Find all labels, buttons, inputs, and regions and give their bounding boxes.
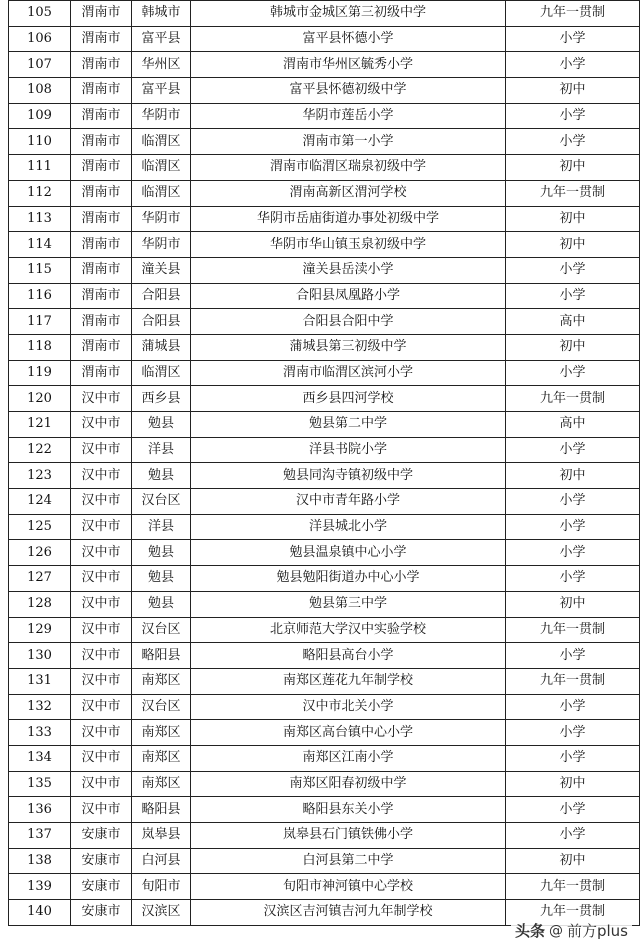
school-type-cell: 初中 (506, 334, 640, 360)
school-name-cell: 韩城市金城区第三初级中学 (191, 1, 506, 27)
school-type-cell: 小学 (506, 26, 640, 52)
city-cell: 渭南市 (71, 129, 132, 155)
district-cell: 南郑区 (132, 745, 191, 771)
district-cell: 南郑区 (132, 771, 191, 797)
school-name-cell: 富平县怀德初级中学 (191, 78, 506, 104)
district-cell: 合阳县 (132, 283, 191, 309)
school-type-cell: 九年一贯制 (506, 668, 640, 694)
row-number-cell: 119 (9, 360, 71, 386)
school-type-cell: 小学 (506, 694, 640, 720)
school-name-cell: 勉县同沟寺镇初级中学 (191, 463, 506, 489)
row-number-cell: 122 (9, 437, 71, 463)
table-row (9, 720, 640, 746)
district-cell: 汉滨区 (132, 900, 191, 926)
district-cell: 临渭区 (132, 155, 191, 181)
school-name-cell: 华阴市华山镇玉泉初级中学 (191, 232, 506, 258)
district-cell: 洋县 (132, 437, 191, 463)
district-cell: 蒲城县 (132, 334, 191, 360)
school-type-cell: 初中 (506, 848, 640, 874)
school-name-cell: 渭南高新区渭河学校 (191, 180, 506, 206)
school-name-cell: 合阳县凤凰路小学 (191, 283, 506, 309)
row-number-cell: 127 (9, 566, 71, 592)
school-name-cell: 汉中市北关小学 (191, 694, 506, 720)
row-number-cell: 137 (9, 823, 71, 849)
district-cell: 临渭区 (132, 129, 191, 155)
district-cell: 华阴市 (132, 232, 191, 258)
school-name-cell: 勉县第三中学 (191, 591, 506, 617)
school-type-cell: 九年一贯制 (506, 386, 640, 412)
row-number-cell: 126 (9, 540, 71, 566)
row-number-cell: 121 (9, 412, 71, 438)
row-number-cell: 106 (9, 26, 71, 52)
city-cell: 安康市 (71, 823, 132, 849)
school-name-cell: 富平县怀德小学 (191, 26, 506, 52)
district-cell: 华阴市 (132, 103, 191, 129)
school-name-cell: 渭南市临渭区瑞泉初级中学 (191, 155, 506, 181)
school-name-cell: 略阳县东关小学 (191, 797, 506, 823)
district-cell: 韩城市 (132, 1, 191, 27)
row-number-cell: 113 (9, 206, 71, 232)
row-number-cell: 130 (9, 643, 71, 669)
table-row (9, 206, 640, 232)
school-type-cell: 初中 (506, 232, 640, 258)
city-cell: 汉中市 (71, 720, 132, 746)
district-cell: 旬阳市 (132, 874, 191, 900)
city-cell: 汉中市 (71, 514, 132, 540)
table-row (9, 180, 640, 206)
school-type-cell: 九年一贯制 (506, 874, 640, 900)
table-row (9, 797, 640, 823)
school-list-body (9, 1, 640, 926)
school-type-cell: 小学 (506, 540, 640, 566)
table-row (9, 694, 640, 720)
city-cell: 汉中市 (71, 771, 132, 797)
school-type-cell: 小学 (506, 745, 640, 771)
school-name-cell: 蒲城县第三初级中学 (191, 334, 506, 360)
school-type-cell: 小学 (506, 720, 640, 746)
city-cell: 安康市 (71, 874, 132, 900)
district-cell: 富平县 (132, 78, 191, 104)
table-row (9, 668, 640, 694)
district-cell: 汉台区 (132, 617, 191, 643)
school-name-cell: 南郑区莲花九年制学校 (191, 668, 506, 694)
row-number-cell: 139 (9, 874, 71, 900)
district-cell: 华州区 (132, 52, 191, 78)
school-type-cell: 小学 (506, 257, 640, 283)
city-cell: 汉中市 (71, 617, 132, 643)
table-row (9, 360, 640, 386)
table-row (9, 745, 640, 771)
table-row (9, 643, 640, 669)
row-number-cell: 114 (9, 232, 71, 258)
district-cell: 临渭区 (132, 360, 191, 386)
district-cell: 略阳县 (132, 797, 191, 823)
row-number-cell: 132 (9, 694, 71, 720)
district-cell: 勉县 (132, 412, 191, 438)
row-number-cell: 109 (9, 103, 71, 129)
school-type-cell: 初中 (506, 155, 640, 181)
city-cell: 汉中市 (71, 489, 132, 515)
table-row (9, 463, 640, 489)
table-row (9, 617, 640, 643)
school-name-cell: 勉县第二中学 (191, 412, 506, 438)
table-row (9, 566, 640, 592)
table-row (9, 257, 640, 283)
city-cell: 汉中市 (71, 668, 132, 694)
watermark-platform: 头条 (514, 922, 545, 940)
school-name-cell: 北京师范大学汉中实验学校 (191, 617, 506, 643)
school-name-cell: 勉县温泉镇中心小学 (191, 540, 506, 566)
row-number-cell: 133 (9, 720, 71, 746)
school-name-cell: 洋县书院小学 (191, 437, 506, 463)
row-number-cell: 115 (9, 257, 71, 283)
row-number-cell: 136 (9, 797, 71, 823)
district-cell: 西乡县 (132, 386, 191, 412)
city-cell: 汉中市 (71, 540, 132, 566)
school-type-cell: 小学 (506, 823, 640, 849)
district-cell: 勉县 (132, 463, 191, 489)
row-number-cell: 131 (9, 668, 71, 694)
school-name-cell: 汉滨区吉河镇吉河九年制学校 (191, 900, 506, 926)
school-type-cell: 九年一贯制 (506, 617, 640, 643)
table-row (9, 823, 640, 849)
school-type-cell: 小学 (506, 566, 640, 592)
city-cell: 渭南市 (71, 232, 132, 258)
district-cell: 略阳县 (132, 643, 191, 669)
district-cell: 洋县 (132, 514, 191, 540)
school-name-cell: 华阴市莲岳小学 (191, 103, 506, 129)
school-name-cell: 旬阳市神河镇中心学校 (191, 874, 506, 900)
row-number-cell: 129 (9, 617, 71, 643)
school-name-cell: 白河县第二中学 (191, 848, 506, 874)
table-row (9, 540, 640, 566)
district-cell: 南郑区 (132, 720, 191, 746)
school-list-table (8, 0, 640, 926)
table-row (9, 129, 640, 155)
city-cell: 汉中市 (71, 797, 132, 823)
district-cell: 临渭区 (132, 180, 191, 206)
school-type-cell: 小学 (506, 797, 640, 823)
row-number-cell: 112 (9, 180, 71, 206)
school-name-cell: 渭南市第一小学 (191, 129, 506, 155)
city-cell: 汉中市 (71, 745, 132, 771)
school-name-cell: 南郑区江南小学 (191, 745, 506, 771)
district-cell: 合阳县 (132, 309, 191, 335)
table-row (9, 283, 640, 309)
row-number-cell: 108 (9, 78, 71, 104)
row-number-cell: 123 (9, 463, 71, 489)
table-row (9, 386, 640, 412)
table-row (9, 334, 640, 360)
city-cell: 安康市 (71, 848, 132, 874)
table-row (9, 1, 640, 27)
city-cell: 汉中市 (71, 643, 132, 669)
district-cell: 汉台区 (132, 694, 191, 720)
city-cell: 安康市 (71, 900, 132, 926)
district-cell: 华阴市 (132, 206, 191, 232)
school-name-cell: 华阴市岳庙街道办事处初级中学 (191, 206, 506, 232)
school-name-cell: 岚皋县石门镇铁佛小学 (191, 823, 506, 849)
city-cell: 汉中市 (71, 412, 132, 438)
school-type-cell: 初中 (506, 463, 640, 489)
table-row (9, 874, 640, 900)
school-name-cell: 渭南市临渭区滨河小学 (191, 360, 506, 386)
city-cell: 渭南市 (71, 155, 132, 181)
row-number-cell: 138 (9, 848, 71, 874)
row-number-cell: 120 (9, 386, 71, 412)
city-cell: 汉中市 (71, 386, 132, 412)
school-type-cell: 高中 (506, 412, 640, 438)
table-row (9, 52, 640, 78)
table-row (9, 309, 640, 335)
table-row (9, 437, 640, 463)
district-cell: 富平县 (132, 26, 191, 52)
table-row (9, 514, 640, 540)
table-row (9, 103, 640, 129)
city-cell: 汉中市 (71, 463, 132, 489)
table-row (9, 26, 640, 52)
table-row (9, 232, 640, 258)
school-name-cell: 勉县勉阳街道办中心小学 (191, 566, 506, 592)
row-number-cell: 140 (9, 900, 71, 926)
watermark (511, 919, 632, 942)
row-number-cell: 107 (9, 52, 71, 78)
city-cell: 渭南市 (71, 1, 132, 27)
school-type-cell: 小学 (506, 52, 640, 78)
row-number-cell: 124 (9, 489, 71, 515)
city-cell: 汉中市 (71, 694, 132, 720)
row-number-cell: 135 (9, 771, 71, 797)
school-type-cell: 小学 (506, 103, 640, 129)
district-cell: 汉台区 (132, 489, 191, 515)
watermark-at: @ (548, 922, 563, 939)
city-cell: 渭南市 (71, 360, 132, 386)
school-type-cell: 高中 (506, 309, 640, 335)
table-row (9, 591, 640, 617)
watermark-account: 前方plus (566, 922, 628, 940)
school-type-cell: 小学 (506, 514, 640, 540)
row-number-cell: 134 (9, 745, 71, 771)
city-cell: 渭南市 (71, 103, 132, 129)
city-cell: 渭南市 (71, 78, 132, 104)
city-cell: 渭南市 (71, 309, 132, 335)
district-cell: 白河县 (132, 848, 191, 874)
school-type-cell: 初中 (506, 591, 640, 617)
school-name-cell: 南郑区高台镇中心小学 (191, 720, 506, 746)
city-cell: 渭南市 (71, 283, 132, 309)
district-cell: 岚皋县 (132, 823, 191, 849)
row-number-cell: 110 (9, 129, 71, 155)
table-row (9, 155, 640, 181)
school-type-cell: 小学 (506, 129, 640, 155)
school-type-cell: 小学 (506, 283, 640, 309)
school-name-cell: 潼关县岳渎小学 (191, 257, 506, 283)
school-type-cell: 小学 (506, 489, 640, 515)
city-cell: 渭南市 (71, 26, 132, 52)
school-name-cell: 略阳县高台小学 (191, 643, 506, 669)
school-type-cell: 初中 (506, 78, 640, 104)
school-type-cell: 九年一贯制 (506, 180, 640, 206)
row-number-cell: 105 (9, 1, 71, 27)
district-cell: 潼关县 (132, 257, 191, 283)
school-type-cell: 小学 (506, 643, 640, 669)
row-number-cell: 116 (9, 283, 71, 309)
table-row (9, 412, 640, 438)
row-number-cell: 128 (9, 591, 71, 617)
school-type-cell: 初中 (506, 206, 640, 232)
school-name-cell: 南郑区阳春初级中学 (191, 771, 506, 797)
city-cell: 渭南市 (71, 334, 132, 360)
row-number-cell: 118 (9, 334, 71, 360)
school-name-cell: 洋县城北小学 (191, 514, 506, 540)
school-type-cell: 小学 (506, 437, 640, 463)
school-type-cell: 初中 (506, 771, 640, 797)
district-cell: 勉县 (132, 566, 191, 592)
school-name-cell: 合阳县合阳中学 (191, 309, 506, 335)
school-name-cell: 汉中市青年路小学 (191, 489, 506, 515)
district-cell: 南郑区 (132, 668, 191, 694)
row-number-cell: 117 (9, 309, 71, 335)
district-cell: 勉县 (132, 540, 191, 566)
city-cell: 渭南市 (71, 180, 132, 206)
city-cell: 汉中市 (71, 566, 132, 592)
row-number-cell: 111 (9, 155, 71, 181)
table-row (9, 848, 640, 874)
table-row (9, 771, 640, 797)
table-row (9, 78, 640, 104)
district-cell: 勉县 (132, 591, 191, 617)
school-type-cell: 小学 (506, 360, 640, 386)
school-type-cell: 九年一贯制 (506, 1, 640, 27)
table-row (9, 489, 640, 515)
city-cell: 渭南市 (71, 52, 132, 78)
school-name-cell: 西乡县四河学校 (191, 386, 506, 412)
city-cell: 渭南市 (71, 257, 132, 283)
city-cell: 渭南市 (71, 206, 132, 232)
school-type-cell: 九年一贯制 (506, 900, 640, 926)
school-name-cell: 渭南市华州区毓秀小学 (191, 52, 506, 78)
city-cell: 汉中市 (71, 437, 132, 463)
row-number-cell: 125 (9, 514, 71, 540)
city-cell: 汉中市 (71, 591, 132, 617)
